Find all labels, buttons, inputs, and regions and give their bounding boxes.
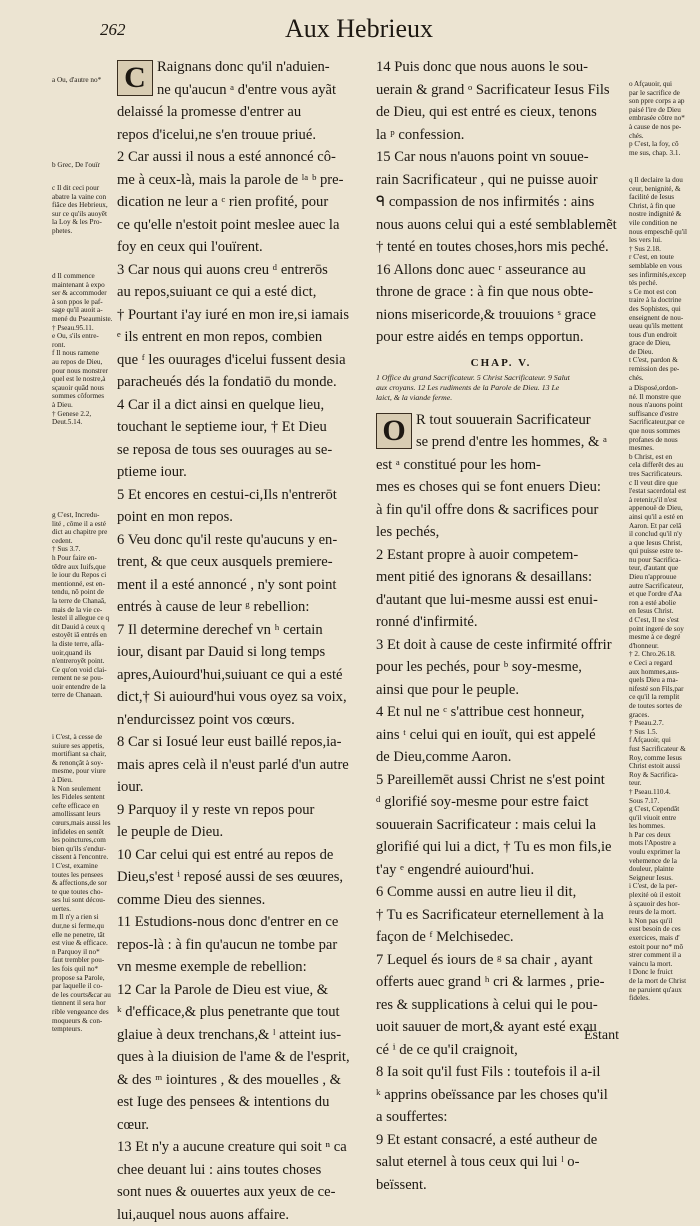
verse-number: 9 — [117, 801, 125, 818]
verse-number: 7 — [376, 951, 384, 968]
verse-number: 2 — [376, 546, 384, 563]
verse-number: 9 — [376, 1131, 384, 1148]
verse-number: 2 — [117, 149, 125, 165]
verse — [376, 409, 626, 544]
verse-text: Et n'y a aucune creature qui soit ⁿ ca chee deuant lui : ains toutes choses sont nues & ouuertes aux yeux de ce- lui,auquel nous auons affaire. — [117, 1139, 347, 1223]
verse — [117, 146, 369, 259]
verse — [376, 1061, 626, 1129]
verse-text: Car la Parole de Dieu est viue, & ᵏ d'efficace,& plus penetrante que tout glaiue à deux trenchans,& ˡ atteint ius- ques à la diuision de l'ame & de l'esprit, & des ᵐ iointures , & des mouelles , & est Iuge des pensees & intentions du cœur. — [117, 981, 350, 1133]
page-number: 262 — [100, 20, 126, 39]
verse-text: Veu donc qu'il reste qu'aucuns y en- trent, & que ceux ausquels premiere- ment il a esté annoncé , n'y sont point entrés à cause de leur ᵍ rebellion: — [117, 531, 338, 615]
verse-text: Allons donc auec ʳ asseurance au throne de grace : à fin que nous obte- nions misericorde,& trouuions ˢ grace pour estre aidés en temps opportun. — [376, 261, 596, 345]
right-text-column — [376, 56, 626, 1196]
margin-note: d Il commence maintenant à expo ser & accommoder à son ppos le paf- sage qu'il auoit a- mené du Pseaumiste. † Pseau.95.11. e Ou, s'ils entre- ront. f Il nous ramene au repos de Dieu, pour nous monstrer quel est le nostre,à sçauoir quād nous sommes côformes à Dieu. † Genese 2.2, Deut.5.14. — [52, 272, 113, 427]
verse-number: 16 — [376, 261, 391, 278]
verse-text: Et encores en cestui-ci,Ils n'entrerōt point en mon repos. — [117, 486, 337, 525]
verse — [117, 619, 369, 732]
verse — [376, 881, 626, 949]
verse-text: Estant propre à auoir competem- ment pitié des ignorans & desaillans: d'autant que lui-mesme aussi est enui- ronné d'infirmité. — [376, 546, 598, 630]
verse-number: 15 — [376, 149, 391, 165]
verse — [117, 799, 369, 844]
verse — [376, 769, 626, 882]
verse — [117, 259, 369, 394]
verse-number: 4 — [117, 396, 125, 413]
verse — [376, 949, 626, 1062]
chapter-heading: CHAP. V. — [470, 356, 532, 369]
verse-text: Pareillemēt aussi Christ ne s'est point ᵈ glorifié soy-mesme pour estre faict souuerain Sacrificateur : mais celui la glorifié qui lui a dict, † Tu es mon fils,ie t'ay ᵉ engendré auiourd'hui. — [376, 771, 612, 878]
verse-text: Car si Iosué leur eust baillé repos,ia- mais apres celà il n'eust parlé d'un autre iour. — [117, 734, 349, 795]
verse-number: 8 — [117, 734, 125, 750]
verse-number: 3 — [376, 636, 384, 653]
verse-text: Car aussi il nous a esté annoncé cô- me à ceux-là, mais la parole de ˡᵃ ᵇ pre- dication ne leur a ᶜ rien profité, pour ce qu'elle n'estoit point meslee auec la foy en ceux qui l'ouïrent. — [117, 149, 344, 255]
verse-text: Il determine derechef vn ʰ certain iour, disant par Dauid si long temps apres,Auiourd'hui,suiuant ce qui a esté dict,† Si auiourd'hui vous oyez sa voix, n'endurcissez point vos cœurs. — [117, 621, 347, 728]
verse-text: Car celui qui est entré au repos de Dieu,s'est ⁱ reposé aussi de ses œuures, comme Dieu des siennes. — [117, 846, 344, 908]
verse-number: 6 — [117, 531, 125, 548]
chapter-four-end — [376, 56, 626, 349]
verse — [376, 701, 626, 769]
verse-text: Estudions-nous donc d'entrer en ce repos-là : à fin qu'aucun ne tombe par vn mesme exemple de rebellion: — [117, 914, 339, 975]
page-title: Aux Hebrieux — [285, 14, 434, 43]
verse — [117, 911, 369, 979]
verse-text: Car il a dict ainsi en quelque lieu, touchant le septieme iour, † Et Dieu se reposa de tous ses ouurages au se- ptieme iour. — [117, 396, 333, 480]
verse-text: Car nous qui auons creu ᵈ entrerōs au repos,suiuant ce qui a esté dict, † Pourtant i'ay iuré en mon ire,si iamais ᵉ ils entrent en mon repos, combien que ᶠ les ouurages d'icelui fussent desia paracheués dés la fondatiō du monde. — [117, 261, 350, 390]
verse-number: 4 — [376, 704, 384, 720]
margin-note: b Grec, De l'ouïr — [52, 161, 100, 169]
margin-note: q Il declaire la dou ceur, benignité, & facilité de Iesus Christ, à fin que nostre indignité & vile condition ne nous empeschē qu'il les vers lui. † Sus 2.18. r C'est, en toute semblable en vous ses infirmités,excep tés peché. s Ce mot est con traire à la doctrine des Sophistes, qui enseignent de nou- ueau qu'ils mettent tous d'un endroit grace de Dieu, de Dieu. t C'est, pardon & remission des pe- chés. — [629, 176, 687, 382]
verse — [117, 56, 369, 146]
verse — [117, 844, 369, 912]
verse-text: Car nous n'auons point vn souue- rain Sacrificateur , qui ne puisse auoir ᑫ compassion de nos infirmités : ains nous auons celui qui a esté semblablemẽt † tenté en toutes choses,hors mis peché. — [376, 149, 617, 255]
verse-number: 7 — [117, 621, 125, 638]
verse-number: 5 — [117, 486, 125, 503]
verse-text: Lequel és iours de ᵍ sa chair , ayant offerts auec grand ʰ cri & larmes , prie- res & supplications à celui qui le pou- uoit sauuer de mort,& ayant esté exau cé ⁱ de ce qu'il craignoit, — [376, 951, 605, 1058]
verse — [117, 394, 369, 484]
verse-number: 13 — [117, 1139, 132, 1155]
margin-note: i C'est, à cesse de suiure ses appetis, mortifiant sa chair, & renonçãt à soy- mesme, pour viure à Dieu. k Non seulement les Fideles sentent cefte efficace en amollissant leurs cœurs,mais aussi les infideles en sentēt les poinctures,com bien qu'ils s'endur- cissent à l'encontre. l C'est, examine toutes les pensees & affections,de sor te que toutes cho- ses lui sont décou- uertes. m Il n'y a rien si dur,ne si ferme,qu elle ne penetre, tāt est viue & efficace. n Parquoy il no* faut trembler pou- les fois quil no* propose sa Parole, par laquelle il co- de les courts&car au tiennent il sera hor rible vengeance des moqueurs & con- tempteurs. — [52, 733, 111, 1034]
verse — [376, 56, 626, 146]
verse-number: 6 — [376, 884, 384, 900]
verse-number: 5 — [376, 771, 384, 788]
verse-text: Ia soit qu'il fust Fils : toutefois il a-il ᵏ apprins obeïssance par les choses qu'il a souffertes: — [376, 1064, 608, 1125]
verse — [117, 731, 369, 799]
verse — [376, 259, 626, 349]
verse-text: Comme aussi en autre lieu il dit, † Tu es Sacrificateur eternellement à la façon de ᶠ Melchisedec. — [376, 884, 604, 945]
verse-number: 8 — [376, 1064, 384, 1080]
verse-text: Puis donc que nous auons le sou- uerain & grand ᵒ Sacrificateur Iesus Fils de Dieu, qui est entré es cieux, tenons la ᵖ confession. — [376, 59, 610, 143]
verse-number: 11 — [117, 914, 132, 930]
verse-number: 10 — [117, 846, 132, 863]
margin-note: a Disposé,ordon- né. Il monstre que nous n'auons point suffisance d'estre Sacrificateur,par ce que nous sommes profanes de nous mesmes. b Christ, est en cela differēt des au tres Sacrificateurs. c Il veut dire que l'estat sacerdotal est à retenir,s'il n'est appenouë de Dieu, ainsi qu'il a esté en Aaron. Et par celā il conclud qu'il n'y a que Iesus Christ, qui puisse estre te- nu pour Sacrifica- teur, d'autant que Dieu n'approuue autre Sacrificateur, et que l'ordre d'Aa ron a esté abolie en Iesus Christ. d C'est, Il ne s'est point ingeré de soy mesme à ce degré d'honneur. † 2. Chro.26.18. e Ceci a regard aux hommes,aus- quels Dieu a ma- nifesté son Fils,par ce qu'il la remplit de toutes sortes de graces. † Pseau.2.7. † Sus 1.5. f Afçauoir, qui fust Sacrificateur & Roy, comme Iesus Christ estoit aussi Roy & Sacrifica- teur. † Pseau.110.4. Sous 7.17. g C'est, Cependāt qu'il viuoit entre les hommes. h Par ces deux mots l'Apostre a voulu exprimer la vehemence de la douleur, plainte Seigneur Iesus. i C'est, de la per- plexité où il estoit à sçauoir des hor- reurs de la mort. k Non pas qu'il eust besoin de ces exercices, mais d' estoit pour no* mō strer comment il a vaincu la mort. l Donc le fruict de la mort de Christ ne paruient qu'aux fideles. — [629, 384, 687, 1003]
verse — [117, 484, 369, 529]
verse — [376, 146, 626, 259]
margin-note: o Afçauoir, qui par le sacrifice de son ppre corps a ap paisé l'ire de Dieu embrasée côtre no* à cause de nos pe- chés. p C'est, la foy, cō me sus, chap. 3.1. — [629, 80, 685, 157]
verse — [376, 634, 626, 702]
catchword: Estant — [584, 1028, 619, 1043]
verse — [117, 979, 369, 1137]
margin-note: g C'est, Incredu- lité , côme il a esté dict au chapitre pre cedent. † Sus 3.7. h Pour faire en- tēdre aux Iuifs,que le iour du Repos ci mentionné, est en- tendu, nō point de la terre de Chanaã, mais de la vie ce- lestel il allegue ce q dit Dauid à ceux q estoyēt iā entrés en la diste terre, aſſa- uoir,quand ils n'entreroyēt point. Ce qu'on void clai- rement ne se pou- uoir entendre de la terre de Chanaan. — [52, 511, 110, 700]
verse-number: 3 — [117, 261, 125, 278]
left-text-column — [117, 56, 369, 1226]
margin-note: a Ou, d'autre no* — [52, 76, 102, 84]
chapter-summary: 1 Office du grand Sacrificateur. 5 Christ Sacrificateur. 9 Salut aux croyans. 12 Les rudiments de la Parole de Dieu. 13 Le laict, & la viande ferme. — [376, 372, 570, 402]
drop-capital: O — [376, 413, 412, 449]
verse — [376, 1129, 626, 1197]
verse — [376, 544, 626, 634]
verse-number: 14 — [376, 59, 391, 75]
verse-number: 12 — [117, 981, 132, 998]
verse-text: Parquoy il y reste vn repos pour le peuple de Dieu. — [117, 801, 315, 840]
chapter-five-start — [376, 409, 626, 1197]
verse-text: Et nul ne ᶜ s'attribue cest honneur, ains ᵗ celui qui en iouït, qui est appelé de Dieu,comme Aaron. — [376, 704, 596, 765]
drop-capital: C — [117, 60, 153, 96]
verse-text: Et doit à cause de ceste infirmité offrir pour les pechés, pour ᵇ soy-mesme, ainsi que pour le peuple. — [376, 636, 612, 698]
verse — [117, 529, 369, 619]
verse-text: R tout souuerain Sacrificateur se prend d'entre les hommes, & ᵃ est ᵃ constitué pour les hom- mes es choses qui se font enuers Dieu: à fin qu'il offre dons & sacrifices pour les pechés, — [376, 411, 608, 540]
margin-note: c Il dit ceci pour abatre la vaine con fiãce des Hebrieux, sur ce qu'ils auoyēt la Loy & les Pro- phetes. — [52, 184, 108, 235]
verse-text: Et estant consacré, a esté autheur de salut eternel à tous ceux qui lui ˡ o- beïssent. — [376, 1131, 598, 1193]
verse-text: Raignans donc qu'il n'aduien- ne qu'aucun ᵃ d'entre vous ayãt delaissé la promesse d'entrer au repos d'icelui,ne s'en trouue priué. — [117, 59, 337, 143]
